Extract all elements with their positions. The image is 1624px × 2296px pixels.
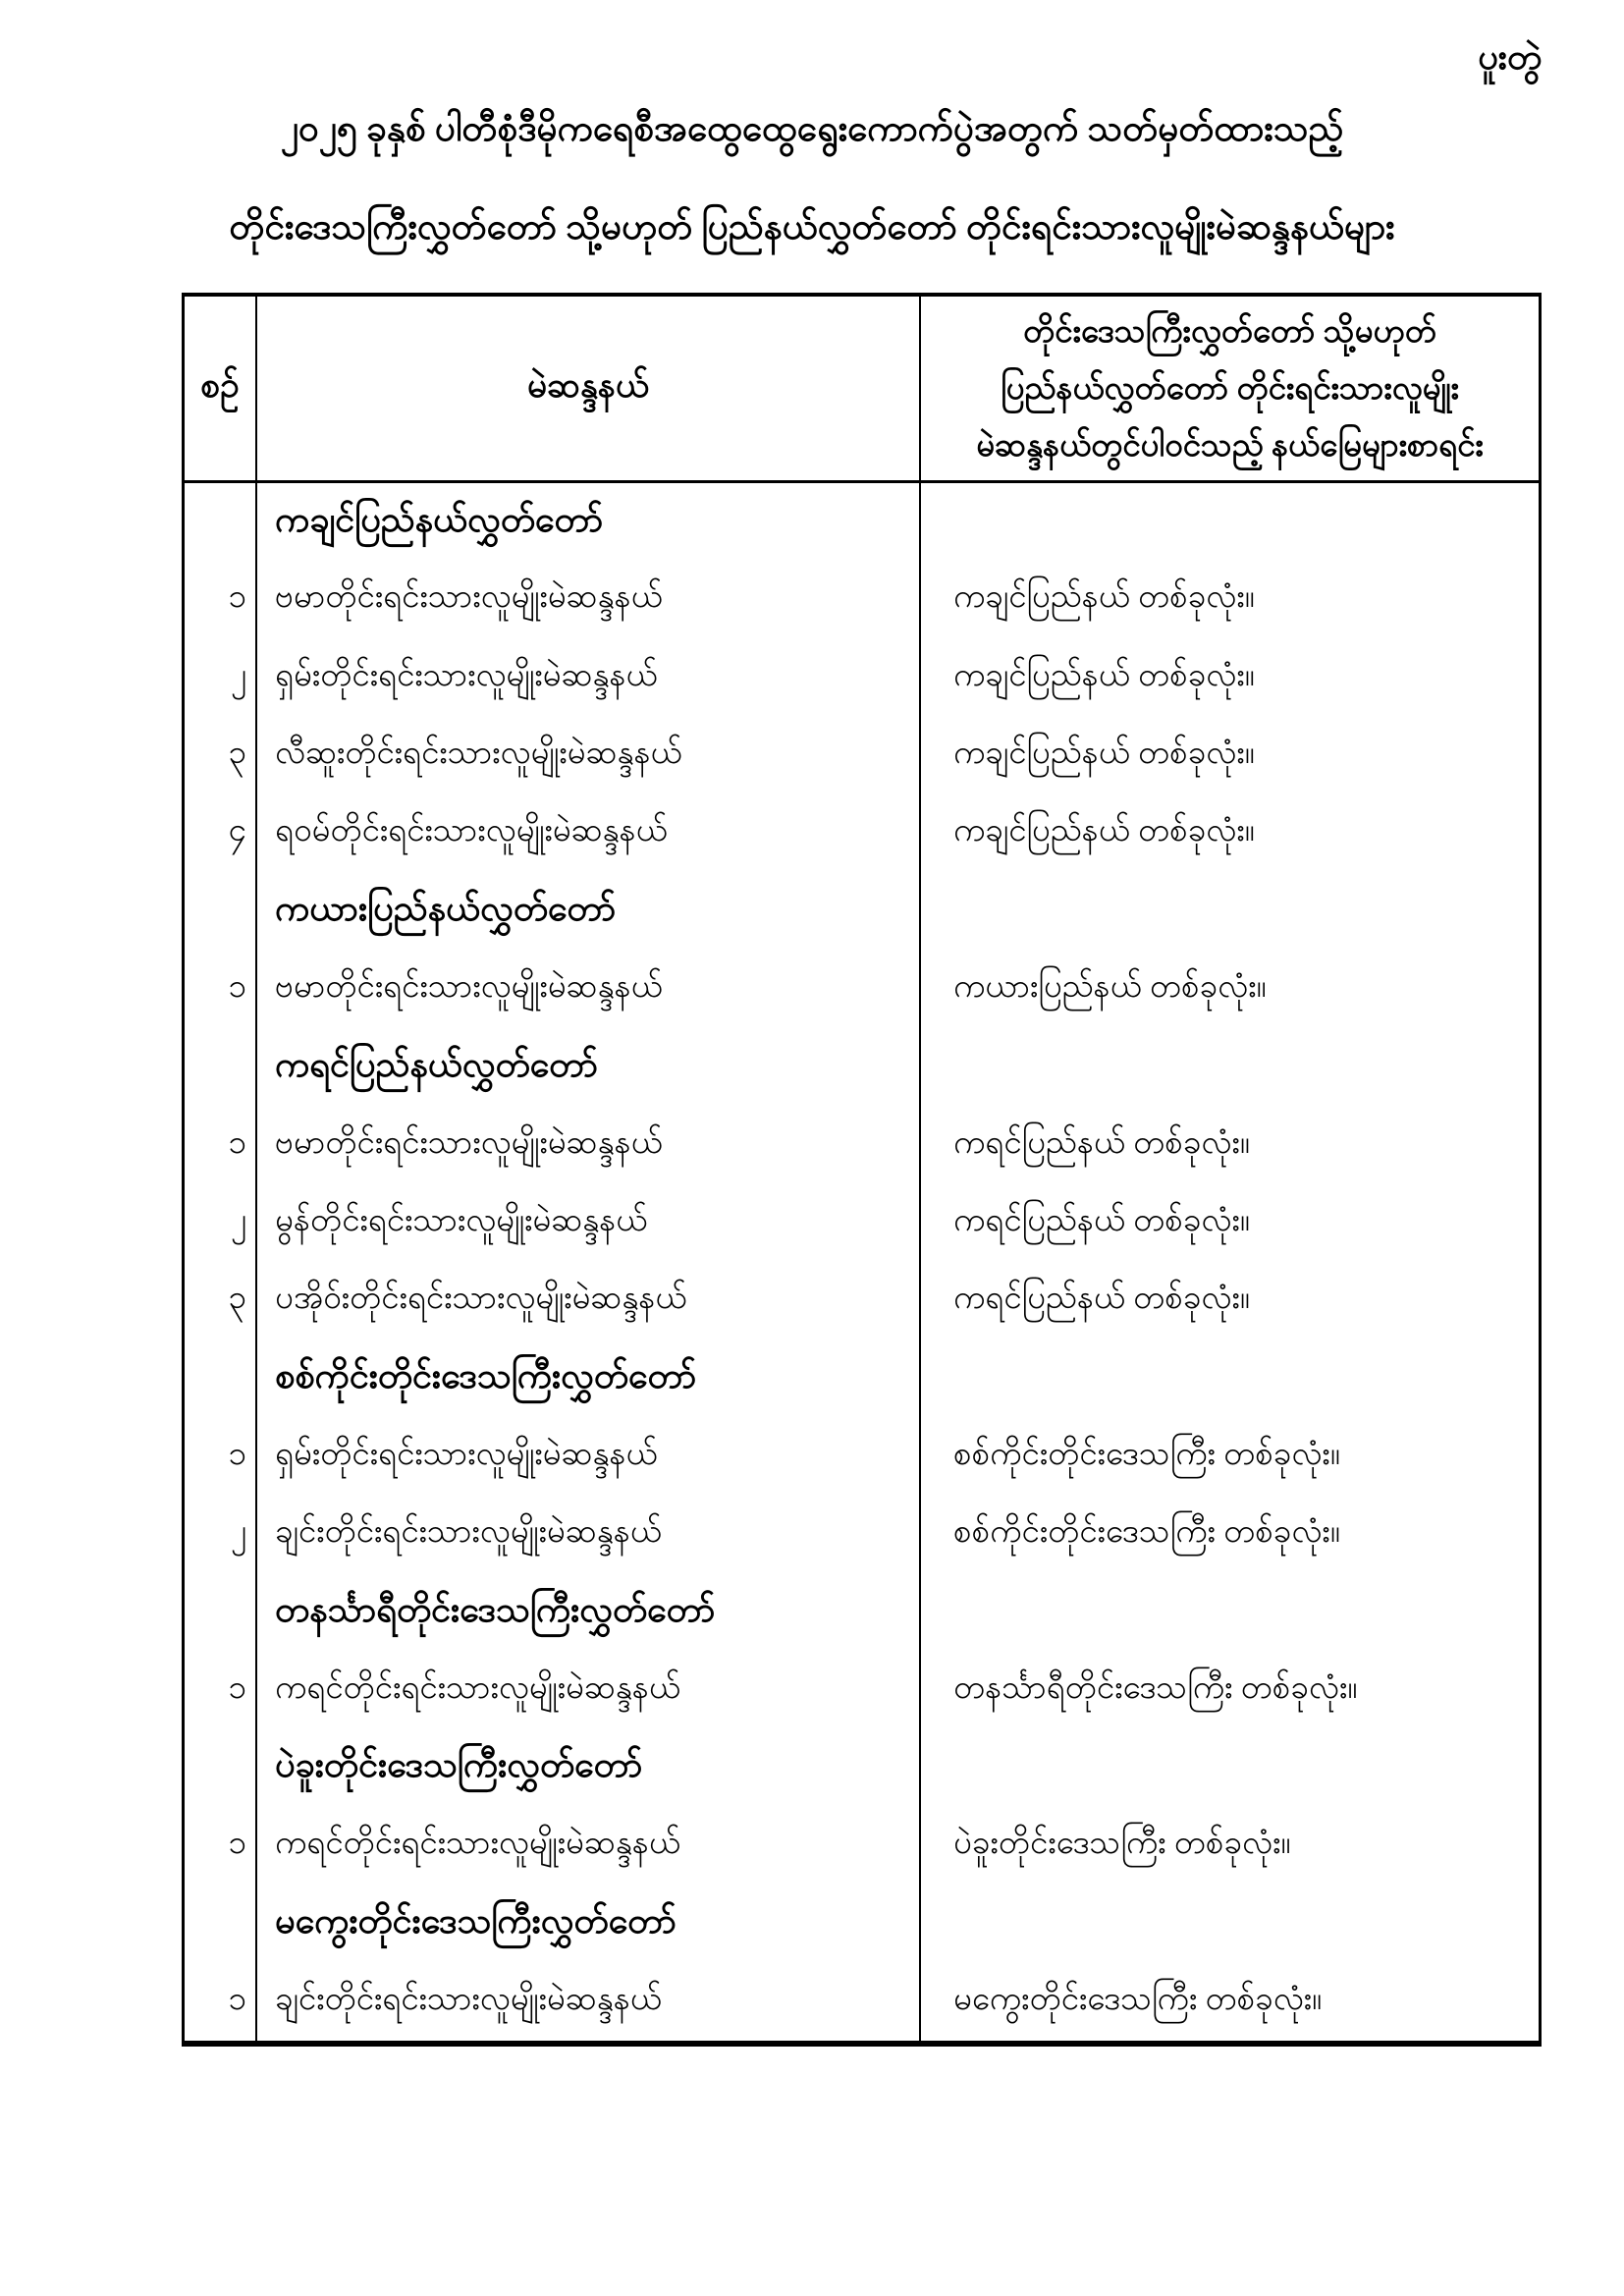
cell-section-name: [257, 872, 921, 950]
constituency-label: ချင်းတိုင်းရင်းသားလူမျိုးမဲဆန္ဒနယ်: [275, 1514, 662, 1550]
cell-areas: [921, 1184, 1539, 1262]
cell-no: [185, 1963, 257, 2041]
header-constituency-label: မဲဆန္ဒနယ်: [526, 365, 649, 405]
areas-label: စစ်ကိုင်းတိုင်းဒေသကြီး တစ်ခုလုံး။: [953, 1436, 1340, 1472]
areas-label: စစ်ကိုင်းတိုင်းဒေသကြီး တစ်ခုလုံး။: [953, 1514, 1340, 1550]
row-number-label: ၂: [230, 1202, 246, 1238]
constituency-label: ဗမာတိုင်းရင်းသားလူမျိုးမဲဆန္ဒနယ်: [275, 1124, 663, 1161]
header-no-label: စဉ်: [200, 365, 240, 405]
table-row: [185, 1963, 1539, 2041]
cell-areas: [921, 1106, 1539, 1183]
cell-areas: [921, 794, 1539, 872]
section-header-row: [185, 483, 1539, 561]
table-row: [185, 1418, 1539, 1496]
constituency-label: ဗမာတိုင်းရင်းသားလူမျိုးမဲဆန္ဒနယ်: [275, 968, 663, 1005]
areas-label: တနင်္သာရီတိုင်းဒေသကြီး တစ်ခုလုံး။: [953, 1669, 1358, 1706]
cell-areas: [921, 1573, 1539, 1651]
cell-no: [185, 483, 257, 561]
areas-label: မကွေးတိုင်းဒေသကြီး တစ်ခုလုံး။: [953, 1981, 1323, 2017]
row-number-label: ၁: [228, 1669, 246, 1706]
cell-areas: [921, 1885, 1539, 1962]
row-number-label: ၁: [228, 1826, 246, 1862]
cell-constituency: [257, 639, 921, 717]
areas-label: ကရင်ပြည်နယ် တစ်ခုလုံး။: [953, 1281, 1250, 1317]
constituency-label: ရဝမ်တိုင်းရင်းသားလူမျိုးမဲဆန္ဒနယ်: [275, 813, 668, 849]
section-name-label: မကွေးတိုင်းဒေသကြီးလွှတ်တော်: [275, 1900, 677, 1941]
areas-label: ကယားပြည်နယ် တစ်ခုလုံး။: [953, 968, 1267, 1005]
cell-areas: [921, 872, 1539, 950]
cell-no: [185, 561, 257, 638]
areas-label: ကချင်ပြည်နယ် တစ်ခုလုံး။: [953, 579, 1255, 616]
header-areas-line1: တိုင်းဒေသကြီးလွှတ်တော် သို့မဟုတ်: [1023, 313, 1436, 350]
section-name-label: စစ်ကိုင်းတိုင်းဒေသကြီးလွှတ်တော်: [275, 1355, 697, 1395]
areas-label: ပဲခူးတိုင်းဒေသကြီး တစ်ခုလုံး။: [953, 1826, 1291, 1862]
cell-no: [185, 1573, 257, 1651]
areas-label: ကချင်ပြည်နယ် တစ်ခုလုံး။: [953, 813, 1255, 849]
cell-areas: [921, 639, 1539, 717]
areas-label: ကချင်ပြည်နယ် တစ်ခုလုံး။: [953, 736, 1255, 772]
cell-constituency: [257, 1963, 921, 2041]
cell-constituency: [257, 1418, 921, 1496]
table-row: [185, 1651, 1539, 1728]
table-row: [185, 951, 1539, 1028]
constituency-label: လီဆူးတိုင်းရင်းသားလူမျိုးမဲဆန္ဒနယ်: [275, 736, 682, 772]
cell-section-name: [257, 483, 921, 561]
cell-areas: [921, 1496, 1539, 1573]
areas-label: ကရင်ပြည်နယ် တစ်ခုလုံး။: [953, 1124, 1250, 1161]
cell-section-name: [257, 1729, 921, 1807]
cell-no: [185, 639, 257, 717]
cell-constituency: [257, 794, 921, 872]
constituency-label: ရှမ်းတိုင်းရင်းသားလူမျိုးမဲဆန္ဒနယ်: [275, 1436, 658, 1472]
constituency-label: ပအိုဝ်းတိုင်းရင်းသားလူမျိုးမဲဆန္ဒနယ်: [275, 1281, 687, 1317]
row-number-label: ၁: [228, 579, 246, 616]
cell-constituency: [257, 1262, 921, 1339]
constituency-label: ကရင်တိုင်းရင်းသားလူမျိုးမဲဆန္ဒနယ်: [275, 1826, 680, 1862]
constituency-label: မွန်တိုင်းရင်းသားလူမျိုးမဲဆန္ဒနယ်: [275, 1202, 648, 1238]
cell-no: [185, 872, 257, 950]
header-cell-areas: [921, 297, 1539, 480]
cell-constituency: [257, 717, 921, 794]
row-number-label: ၁: [228, 1981, 246, 2017]
table-row: [185, 1106, 1539, 1183]
cell-no: [185, 1262, 257, 1339]
section-header-row: [185, 1729, 1539, 1807]
cell-areas: [921, 1651, 1539, 1728]
table-row: [185, 1262, 1539, 1339]
cell-no: [185, 1651, 257, 1728]
cell-areas: [921, 1339, 1539, 1417]
section-header-row: [185, 872, 1539, 950]
document-title-line2: တိုင်းဒေသကြီးလွှတ်တော် သို့မဟုတ် ပြည်နယ်လွှတ်တော် တိုင်းရင်းသားလူမျိုးမဲဆန္ဒနယ်များ: [229, 207, 1395, 247]
table-row: [185, 1184, 1539, 1262]
cell-areas: [921, 1729, 1539, 1807]
cell-section-name: [257, 1573, 921, 1651]
areas-label: ကချင်ပြည်နယ် တစ်ခုလုံး။: [953, 657, 1255, 693]
cell-section-name: [257, 1885, 921, 1962]
table-row: [185, 561, 1539, 638]
cell-areas: [921, 1807, 1539, 1885]
section-name-label: တနင်္သာရီတိုင်းဒေသကြီးလွှတ်တော်: [275, 1589, 716, 1629]
cell-no: [185, 1106, 257, 1183]
cell-no: [185, 951, 257, 1028]
cell-no: [185, 1807, 257, 1885]
cell-no: [185, 1729, 257, 1807]
document-title-line1: ၂၀၂၅ ခုနှစ် ပါတီစုံဒီမိုကရေစီအထွေထွေရွေးကောက်ပွဲအတွက် သတ်မှတ်ထားသည့်: [280, 109, 1344, 149]
table-header-row: [185, 297, 1539, 483]
cell-constituency: [257, 1184, 921, 1262]
header-areas-line2: ပြည်နယ်လွှတ်တော် တိုင်းရင်းသားလူမျိုး: [1001, 370, 1459, 407]
constituency-label: ဗမာတိုင်းရင်းသားလူမျိုးမဲဆန္ဒနယ်: [275, 579, 663, 616]
cell-areas: [921, 1028, 1539, 1106]
cell-section-name: [257, 1339, 921, 1417]
cell-areas: [921, 1418, 1539, 1496]
section-header-row: [185, 1028, 1539, 1106]
cell-no: [185, 1885, 257, 1962]
section-header-row: [185, 1339, 1539, 1417]
constituency-label: ကရင်တိုင်းရင်းသားလူမျိုးမဲဆန္ဒနယ်: [275, 1669, 680, 1706]
cell-areas: [921, 717, 1539, 794]
header-areas-line3: မဲဆန္ဒနယ်တွင်ပါဝင်သည့် နယ်မြေများစာရင်း: [976, 427, 1484, 464]
row-number-label: ၁: [228, 968, 246, 1005]
row-number-label: ၃: [228, 1281, 246, 1317]
header-cell-no: [185, 297, 257, 480]
cell-constituency: [257, 951, 921, 1028]
cell-areas: [921, 1262, 1539, 1339]
cell-no: [185, 794, 257, 872]
cell-no: [185, 1418, 257, 1496]
constituency-table: [182, 293, 1542, 2047]
section-name-label: ကယားပြည်နယ်လွှတ်တော်: [275, 889, 617, 929]
cell-no: [185, 717, 257, 794]
cell-section-name: [257, 1028, 921, 1106]
attachment-note: ပူးတွဲ: [1478, 37, 1542, 77]
section-name-label: ကရင်ပြည်နယ်လွှတ်တော်: [275, 1044, 599, 1084]
section-header-row: [185, 1885, 1539, 1962]
table-row: [185, 1496, 1539, 1573]
cell-areas: [921, 483, 1539, 561]
table-body: [185, 483, 1539, 2041]
cell-constituency: [257, 1106, 921, 1183]
cell-areas: [921, 561, 1539, 638]
constituency-label: ချင်းတိုင်းရင်းသားလူမျိုးမဲဆန္ဒနယ်: [275, 1981, 662, 2017]
cell-no: [185, 1184, 257, 1262]
row-number-label: ၄: [228, 813, 246, 849]
cell-no: [185, 1028, 257, 1106]
section-header-row: [185, 1573, 1539, 1651]
section-name-label: ကချင်ပြည်နယ်လွှတ်တော်: [275, 499, 604, 539]
cell-no: [185, 1496, 257, 1573]
cell-constituency: [257, 1651, 921, 1728]
cell-constituency: [257, 561, 921, 638]
row-number-label: ၁: [228, 1436, 246, 1472]
row-number-label: ၁: [228, 1124, 246, 1161]
row-number-label: ၂: [230, 657, 246, 693]
areas-label: ကရင်ပြည်နယ် တစ်ခုလုံး။: [953, 1202, 1250, 1238]
cell-constituency: [257, 1496, 921, 1573]
header-cell-constituency: [257, 297, 921, 480]
cell-constituency: [257, 1807, 921, 1885]
cell-areas: [921, 1963, 1539, 2041]
cell-no: [185, 1339, 257, 1417]
cell-areas: [921, 951, 1539, 1028]
table-row: [185, 1807, 1539, 1885]
row-number-label: ၃: [228, 736, 246, 772]
table-row: [185, 717, 1539, 794]
table-row: [185, 639, 1539, 717]
section-name-label: ပဲခူးတိုင်းဒေသကြီးလွှတ်တော်: [275, 1745, 643, 1785]
table-row: [185, 794, 1539, 872]
constituency-label: ရှမ်းတိုင်းရင်းသားလူမျိုးမဲဆန္ဒနယ်: [275, 657, 658, 693]
row-number-label: ၂: [230, 1514, 246, 1550]
